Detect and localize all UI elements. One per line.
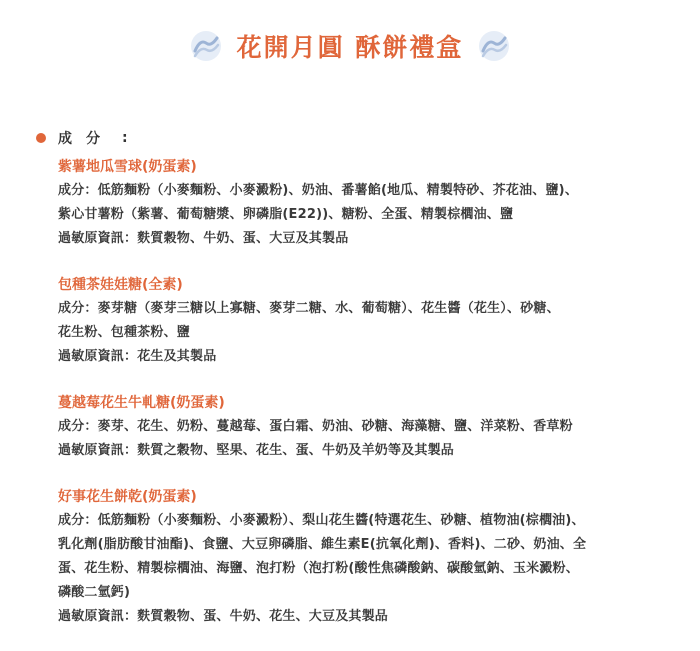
product-item: [58, 273, 670, 369]
ingredients-line: 花生粉、包種茶粉、鹽: [58, 325, 191, 340]
ingredients-line: 乳化劑(脂肪酸甘油酯)、食鹽、大豆卵磷脂、維生素E(抗氧化劑)、香料)、二砂、奶油、全: [58, 537, 587, 552]
allergen-line: 過敏原資訊：麩質穀物、牛奶、蛋、大豆及其製品: [58, 231, 349, 246]
mooncake-wave-icon: [189, 29, 223, 63]
ingredients-line: 紫心甘薯粉（紫薯、葡萄糖漿、卵磷脂(E22))、糖粉、全蛋、精製棕櫚油、鹽: [58, 207, 514, 222]
section-label-colon: :: [122, 130, 128, 146]
product-list: [58, 155, 670, 651]
page-title: 花開月圓 酥餅禮盒: [236, 33, 464, 62]
bullet-dot: [36, 133, 46, 143]
allergen-line: 過敏原資訊：花生及其製品: [58, 349, 217, 364]
ingredients-section-label: [36, 128, 128, 148]
allergen-line: 過敏原資訊：麩質之穀物、堅果、花生、蛋、牛奶及羊奶等及其製品: [58, 443, 455, 458]
product-item: [58, 485, 670, 629]
product-name: 蔓越莓花生牛軋糖(奶蛋素): [58, 395, 225, 411]
section-label-text: 成分: [58, 131, 114, 147]
ingredients-line: 磷酸二氫鈣): [58, 585, 131, 600]
allergen-line: 過敏原資訊：麩質穀物、蛋、牛奶、花生、大豆及其製品: [58, 609, 389, 624]
page-header: [0, 22, 700, 70]
ingredients-line: 蛋、花生粉、精製棕櫚油、海鹽、泡打粉（泡打粉(酸性焦磷酸鈉、碳酸氫鈉、玉米澱粉、: [58, 561, 579, 576]
product-name: 好事花生餅乾(奶蛋素): [58, 489, 197, 505]
product-item: [58, 155, 670, 251]
ingredients-line: 成分：麥芽、花生、奶粉、蔓越莓、蛋白霜、奶油、砂糖、海藻糖、鹽、洋菜粉、香草粉: [58, 419, 573, 434]
mooncake-wave-icon: [477, 29, 511, 63]
ingredients-line: 成分：低筋麵粉（小麥麵粉、小麥澱粉)、奶油、番薯餡(地瓜、精製特砂、芥花油、鹽)、: [58, 183, 579, 198]
product-item: [58, 391, 670, 463]
product-name: 紫薯地瓜雪球(奶蛋素): [58, 159, 197, 175]
product-name: 包種茶娃娃糖(全素): [58, 277, 183, 293]
ingredients-line: 成分：低筋麵粉（小麥麵粉、小麥澱粉）、梨山花生醬(特選花生、砂糖、植物油(棕櫚油)、: [58, 513, 585, 528]
ingredients-line: 成分：麥芽糖（麥芽三糖以上寡糖、麥芽二糖、水、葡萄糖）、花生醬（花生）、砂糖、: [58, 301, 560, 316]
